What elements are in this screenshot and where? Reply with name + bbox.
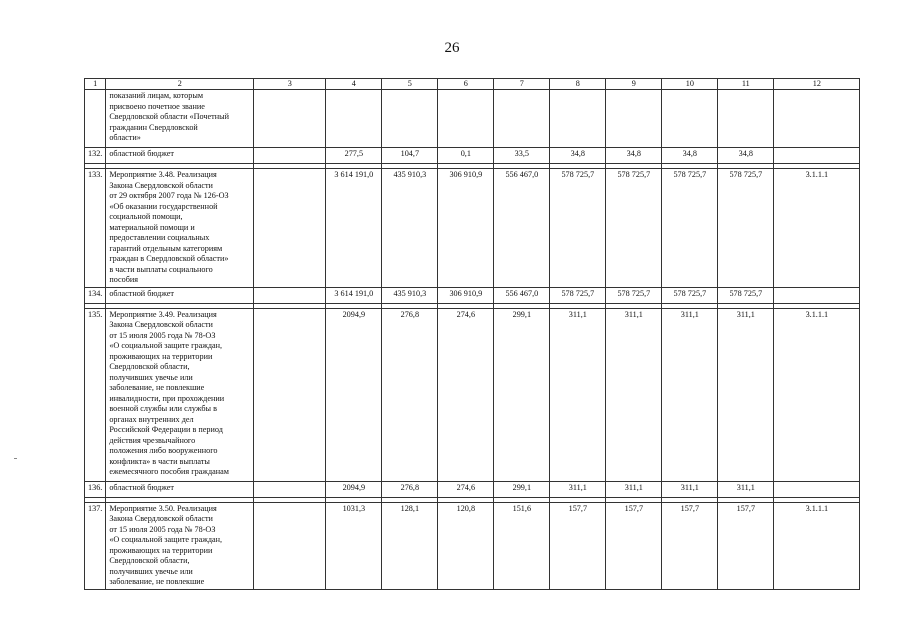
header-cell: 12: [774, 79, 860, 90]
description-cell: Мероприятие 3.48. Реализация Закона Свердловской области от 29 октября 2007 года № 126-ОЗ «Об оказании государственной социальной помощи, материальной помощи и предоставлении социальных гарантий отдельным категориям граждан в Свердловской области» в части выплаты социального пособия: [106, 169, 254, 288]
empty-cell: [254, 148, 326, 164]
value-cell: 299,1: [494, 481, 550, 497]
table-row: [85, 169, 860, 288]
value-cell: 311,1: [550, 481, 606, 497]
value-cell: 556 467,0: [494, 169, 550, 288]
value-cell: 306 910,9: [438, 287, 494, 303]
value-cell: 157,7: [550, 502, 606, 589]
description-cell: Мероприятие 3.50. Реализация Закона Свердловской области от 15 июля 2005 года № 78-ОЗ «О социальной защите граждан, проживающих на территории Свердловской области, получивших увечье или заболевание, не повлекшие: [106, 502, 254, 589]
code-cell: [774, 287, 860, 303]
empty-cell: [254, 287, 326, 303]
empty-cell: [254, 169, 326, 288]
value-cell: [326, 90, 382, 148]
value-cell: 274,6: [438, 308, 494, 481]
value-cell: 104,7: [382, 148, 438, 164]
value-cell: 276,8: [382, 308, 438, 481]
code-cell: [774, 481, 860, 497]
value-cell: 311,1: [606, 481, 662, 497]
value-cell: 3 614 191,0: [326, 169, 382, 288]
row-number-cell: 133.: [85, 169, 106, 288]
value-cell: 311,1: [718, 308, 774, 481]
budget-table: [84, 78, 860, 590]
value-cell: 0,1: [438, 148, 494, 164]
value-cell: 34,8: [718, 148, 774, 164]
header-cell: 3: [254, 79, 326, 90]
header-cell: 6: [438, 79, 494, 90]
row-number-cell: 136.: [85, 481, 106, 497]
value-cell: 1031,3: [326, 502, 382, 589]
code-cell: [774, 90, 860, 148]
description-cell: областной бюджет: [106, 481, 254, 497]
value-cell: [606, 90, 662, 148]
empty-cell: [254, 308, 326, 481]
value-cell: 311,1: [662, 481, 718, 497]
value-cell: 578 725,7: [662, 287, 718, 303]
value-cell: [438, 90, 494, 148]
value-cell: [662, 90, 718, 148]
table-row: [85, 502, 860, 589]
value-cell: 578 725,7: [606, 169, 662, 288]
row-number-cell: 137.: [85, 502, 106, 589]
header-cell: 1: [85, 79, 106, 90]
header-cell: 11: [718, 79, 774, 90]
value-cell: 128,1: [382, 502, 438, 589]
code-cell: [774, 148, 860, 164]
header-cell: 9: [606, 79, 662, 90]
table-row: [85, 481, 860, 497]
table-row: [85, 287, 860, 303]
value-cell: 578 725,7: [606, 287, 662, 303]
scan-speck: [14, 458, 17, 459]
page-number: 26: [444, 40, 460, 56]
table-row: [85, 148, 860, 164]
value-cell: 578 725,7: [718, 169, 774, 288]
value-cell: 311,1: [606, 308, 662, 481]
header-cell: 10: [662, 79, 718, 90]
value-cell: 578 725,7: [550, 169, 606, 288]
value-cell: 277,5: [326, 148, 382, 164]
value-cell: [718, 90, 774, 148]
value-cell: 578 725,7: [718, 287, 774, 303]
value-cell: 306 910,9: [438, 169, 494, 288]
value-cell: 157,7: [606, 502, 662, 589]
table-row: [85, 308, 860, 481]
description-cell: областной бюджет: [106, 287, 254, 303]
value-cell: 274,6: [438, 481, 494, 497]
value-cell: 120,8: [438, 502, 494, 589]
row-number-cell: 132.: [85, 148, 106, 164]
value-cell: 435 910,3: [382, 287, 438, 303]
empty-cell: [254, 502, 326, 589]
code-cell: 3.1.1.1: [774, 308, 860, 481]
row-number-cell: [85, 90, 106, 148]
value-cell: 3 614 191,0: [326, 287, 382, 303]
value-cell: 578 725,7: [550, 287, 606, 303]
description-cell: Мероприятие 3.49. Реализация Закона Свердловской области от 15 июля 2005 года № 78-ОЗ «О социальной защите граждан, проживающих на территории Свердловской области, получивших увечье или заболевание, не повлекшие инвалидности, при прохождении военной службы или службы в органах внутренних дел Российской Федерации в период действия чрезвычайного положения либо вооруженного конфликта» в части выплаты ежемесячного пособия гражданам: [106, 308, 254, 481]
header-cell: 2: [106, 79, 254, 90]
value-cell: 556 467,0: [494, 287, 550, 303]
code-cell: 3.1.1.1: [774, 502, 860, 589]
table-row-continuation: [85, 90, 860, 148]
value-cell: 299,1: [494, 308, 550, 481]
value-cell: 2094,9: [326, 308, 382, 481]
value-cell: 157,7: [662, 502, 718, 589]
value-cell: 157,7: [718, 502, 774, 589]
empty-cell: [254, 481, 326, 497]
value-cell: 311,1: [718, 481, 774, 497]
header-cell: 4: [326, 79, 382, 90]
value-cell: 34,8: [550, 148, 606, 164]
value-cell: 311,1: [662, 308, 718, 481]
header-cell: 7: [494, 79, 550, 90]
header-cell: 8: [550, 79, 606, 90]
header-row: [85, 79, 860, 90]
description-cell: показаний лицам, которым присвоено почетное звание Свердловской области «Почетный гражданин Свердловской области»: [106, 90, 254, 148]
value-cell: 311,1: [550, 308, 606, 481]
value-cell: [550, 90, 606, 148]
empty-cell: [254, 90, 326, 148]
value-cell: [382, 90, 438, 148]
value-cell: 578 725,7: [662, 169, 718, 288]
value-cell: 151,6: [494, 502, 550, 589]
row-number-cell: 134.: [85, 287, 106, 303]
code-cell: 3.1.1.1: [774, 169, 860, 288]
value-cell: [494, 90, 550, 148]
description-cell: областной бюджет: [106, 148, 254, 164]
value-cell: 435 910,3: [382, 169, 438, 288]
value-cell: 276,8: [382, 481, 438, 497]
value-cell: 33,5: [494, 148, 550, 164]
value-cell: 34,8: [662, 148, 718, 164]
value-cell: 2094,9: [326, 481, 382, 497]
row-number-cell: 135.: [85, 308, 106, 481]
header-cell: 5: [382, 79, 438, 90]
value-cell: 34,8: [606, 148, 662, 164]
